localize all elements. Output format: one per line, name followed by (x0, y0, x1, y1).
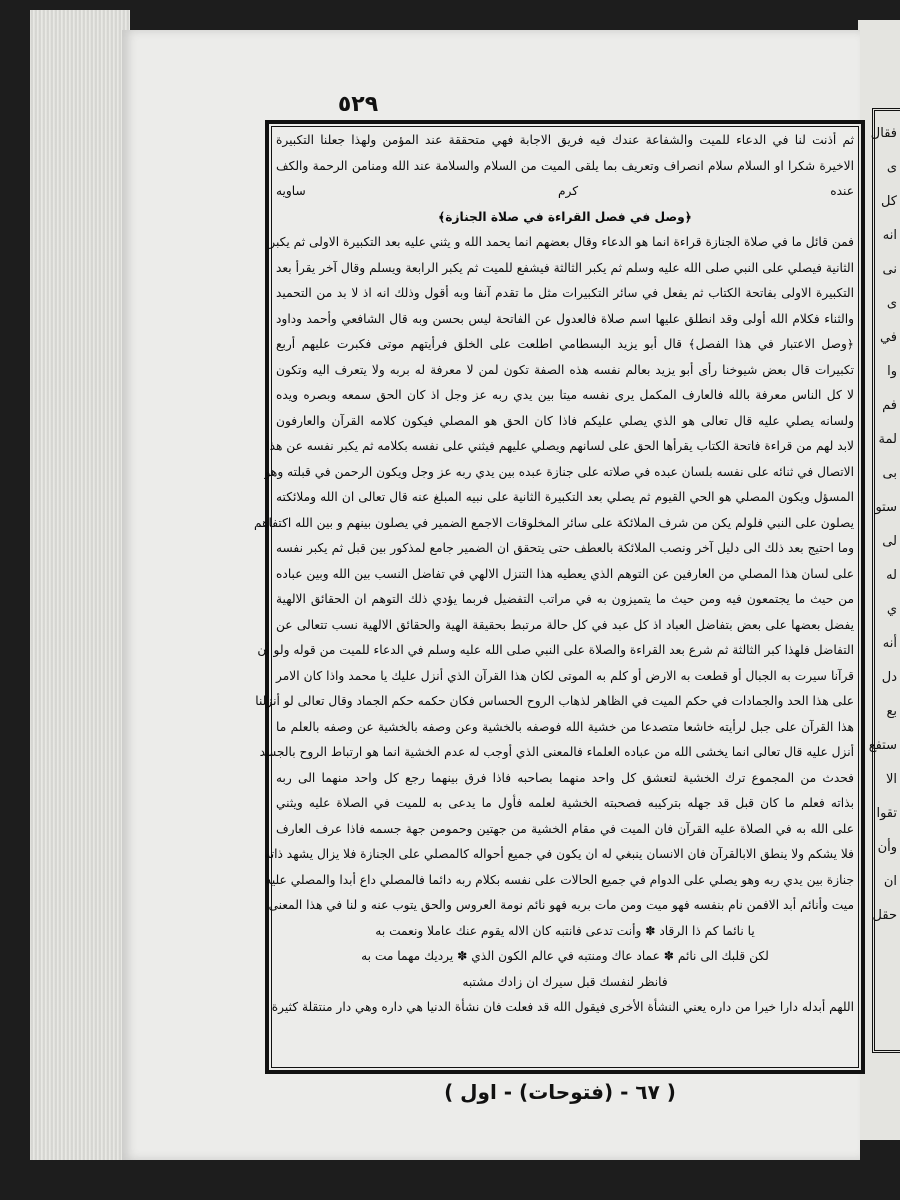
text-line: والثناء فكلام الله أولى وقد انطلق عليها اسم صلاة فالعدول عن الفاتحة ليس بحسن وبه قال الشافعي وأحمد وداود (276, 311, 854, 326)
facing-page-fragment: نى (882, 262, 897, 277)
facing-page-fragment: كل (880, 194, 897, 209)
text-line: المسؤل ويكون المصلي هو الحي القيوم ثم يصلي بعد التكبيرة الثانية على نبيه المبلغ عنه قال تعالى ان الله وملائكته (276, 490, 854, 504)
text-line: الثانية فيصلي على النبي صلى الله عليه وسلم ثم يكبر الثالثة فيشفع للميت ثم يكبر الرابعة ويسلم وقال آخر يقرأ بعد (276, 260, 854, 275)
text-line: يصلون على النبي فلولم يكن من شرف الملائكة على سائر المخلوقات الاجمع الضمير في يصلون بينهم و بين الله اكتفاهم (253, 515, 854, 530)
facing-page-fragment: انه (882, 228, 897, 243)
text-line: لابد لهم من قراءة فاتحة الكتاب يقرأها الحق على لسانهم ويصلي عليهم فيثني على نفسه بكلامه ثم يكبر نفسه عن هذا (266, 439, 854, 453)
text-line: هذا القرآن على جبل لرأيته خاشعا متصدعا من خشية الله فوصفه بالخشية وعن وصفه بالخشية عن وصفه بالعلم ما (276, 719, 854, 734)
text-line: بذاته فعلم ما كان قبل قد جهله بتركيبه فصحبته الخشية لعلمه فأول ما يدعى به للميت في الصلاة عليه ويثني (276, 796, 854, 810)
text-line: ميت وأنائم أبد الافمن نام بنفسه فهو ميت ومن مات بربه فهو نائم نومة العروس والحق يتوب عنه و لنا في هذا المعنى (268, 898, 854, 912)
facing-page-fragment: ى (886, 160, 897, 175)
text-line: على هذا الحد والجمادات في حكم الميت في الظاهر لذهاب الروح الحساس فكان حكمه حكم الجماد وقال تعالى لو أنزلنا (255, 694, 854, 708)
text-line: على لسان هذا المصلي من العارفين عن التوهم الذي يعطيه هذا التنزل الالهي في تفاضل النسب بين الله وبين عباده (276, 566, 854, 581)
signature-footer: ( ٦٧ - (فتوحات) - اول ) (444, 1080, 676, 1104)
text-line: فمن قائل ما في صلاة الجنازة قراءة انما هو الدعاء وقال بعضهم انما يحمد الله و يثني عليه بعد التكبيرة الاولى ثم يكبر (269, 235, 854, 249)
facing-page-fragment: وأن (877, 840, 897, 855)
text-line: فحدث من المجموع ترك الخشية لتعشق كل واحد منهما بصاحبه فاذا فرق بينهما رجع كل واحد منهما الى ربه (276, 770, 854, 785)
facing-page-fragment: حقل (872, 908, 897, 923)
facing-page-fragment: فم (882, 398, 897, 413)
text-line: على الله به في الصلاة عليه القرآن فان الميت في مقام الخشية من جهتين وحمومن جهة جسمه فاذا عرف العارف (276, 821, 854, 836)
text-line: من حيث ما يجتمعون فيه ومن حيث ما يتميزون به في مراتب التفضيل فربما يؤدي ذلك التوهم ان الحقائق الالهية (276, 592, 854, 606)
facing-page-fragment: ى (886, 296, 897, 311)
text-line: التكبيرة الاولى بفاتحة الكتاب ثم يفعل في سائر التكبيرات مثل ما تقدم آنفا وبه أقول وذلك انه اذ لا بد من التحميد (276, 286, 854, 300)
facing-page-fragment: في (879, 330, 897, 345)
book-page-edges (30, 10, 130, 1160)
facing-page-fragment: تقوا (876, 806, 897, 821)
text-line: عنده كرم ساويه (276, 184, 854, 198)
facing-page-fragment: ستفع (868, 738, 897, 753)
text-line: ولسانه يصلي عليه قال تعالى هو الذي يصلي عليكم فاذا كان الحق هو المصلي فيكون كلامه القرآن والعارفون (276, 413, 854, 428)
section-heading: ﴿وصل في فصل القراءة في صلاة الجنازة﴾ (438, 209, 692, 224)
text-line: أنزل عليه قال تعالى انما يخشى الله من عباده العلماء فالمعنى الذي أوجب له عدم الخشية انما هو ارتباط الروح بالجسد (259, 745, 854, 759)
text-line: الاخيرة شكرا او السلام سلام انصراف وتعريف بما يلقى الميت من السلام والسلامة عند الله ومنامن الرحمة والكف (276, 158, 854, 173)
page-number: ٥٢٩ (337, 92, 379, 117)
main-text-block (253, 128, 854, 1068)
text-line: يفضل بعضها على بعض بتفاضل العباد اذ كل عبد في كل حالة مرتبط بحقيقة الهية والحقائق الالهية نسب تتعالى عن (276, 617, 854, 632)
facing-page-fragment: ستو (875, 500, 897, 515)
text-line: فلا يشكم ولا ينطق الابالقرآن فان الانسان ينبغي له ان يكون في جميع أحواله كالمصلي على الجنازة فلا يزال يشهد ذاته (264, 847, 854, 861)
poem-line: لكن قلبك الى نائم ✽ عماد عاك ومنتبه في عالم الكون الذي ✽ يرديك مهما مت به (361, 949, 769, 963)
text-line: التفاضل فلهذا كبر الثالثة ثم شرع بعد القراءة والصلاة على النبي صلى الله عليه وسلم في الدعاء للميت من قوله ولو أن (257, 643, 854, 657)
text-line: الاتصال في ثنائه على نفسه بلسان عبده في صلاته على جنازة عبده بين يدي ربه عز وجل ويكون الرحمن في قبلته وهو (264, 464, 854, 479)
facing-page-fragment: بع (886, 704, 897, 719)
facing-page-fragment: بى (882, 466, 897, 481)
text-line: ثم أذنت لنا في الدعاء للميت والشفاعة عندك فيه فريق الاجابة فهي متحققة عند المؤمن ولهذا جعلنا التكبيرة (276, 133, 854, 147)
text-line: قرآنا سيرت به الجبال أو قطعت به الارض أو كلم به الموتى لكان هذا القرآن الذي أنزل عليك يا محمد واذا كان الامر (276, 668, 854, 683)
facing-page-margin-text (868, 108, 900, 1053)
facing-page-fragment: ان (883, 874, 897, 889)
facing-page-fragment: له (886, 568, 897, 583)
text-line: وما احتيج بعد ذلك الى دليل آخر ونصب الملائكة بالعطف حتى يتحقق ان الضمير جامع لمذكور بين قبل ثم يكبر نفسه (276, 541, 854, 555)
poem-line: يا نائما كم ذا الرقاد ✽ وأنت تدعى فانتبه كان الاله يقوم عنك عاملا ونعمت به (375, 923, 755, 938)
text-line: اللهم أبدله دارا خيرا من داره يعني النشأة الأخرى فيقول الله قد فعلت فان نشأة الدنيا هي داره وهي دار منتقلة كثيرة (271, 1000, 854, 1014)
facing-page-fragment: دل (881, 670, 897, 685)
facing-page-fragment: لمة (878, 432, 897, 447)
poem-line: فانظر لنفسك قبل سيرك ان زادك مشتبه (462, 974, 668, 989)
text-line: تكبيرات قال بعض شيوخنا رأى أبو يزيد بعالم نفسه هذه الصفة تكون لمن لا معرفة له بربه ولا يتعرف اليه وتكون (276, 362, 854, 377)
facing-page-fragment: وا (887, 364, 897, 379)
text-line: جنازة بين يدي ربه وهو يصلي على الدوام في جميع الحالات على نفسه بكلام ربه دائما فالمصلي داع أبدا والمصلي عليه (265, 872, 854, 887)
facing-page-fragment: فقال (870, 126, 897, 141)
facing-page-fragment: أنه (882, 636, 897, 651)
text-line: لا كل الناس معرفة بالله فالعارف المكمل يرى نفسه ميتا بين يدي ربه عز وجل اذ كان الحق سمعه وبصره ويده (276, 388, 854, 402)
facing-page-fragment: ي (886, 602, 897, 617)
text-line: ﴿وصل الاعتبار في هذا الفصل﴾ قال أبو يزيد البسطامي اطلعت على الخلق فرأيتهم موتى فكبرت عليهم أربع (276, 337, 854, 351)
facing-page-fragment: لى (882, 534, 897, 549)
facing-page-fragment: الا (885, 772, 897, 787)
